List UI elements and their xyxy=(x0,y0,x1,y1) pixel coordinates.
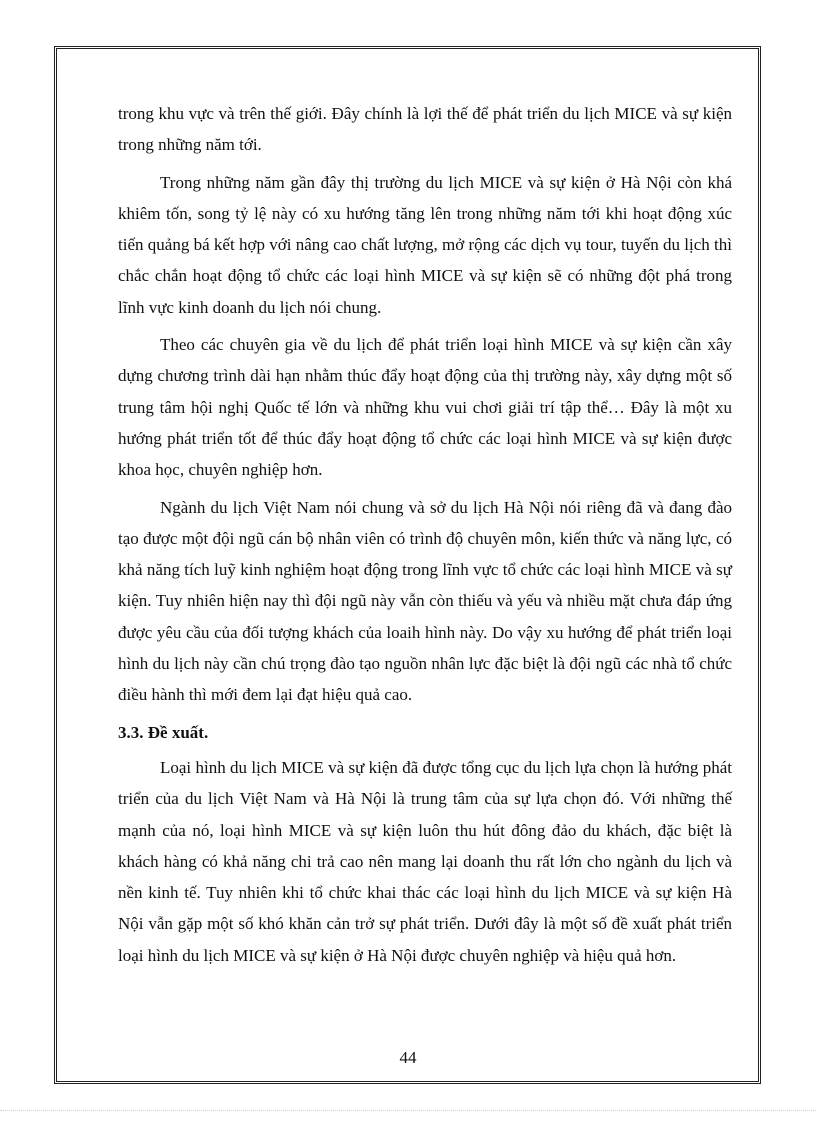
paragraph-experts: Theo các chuyên gia về du lịch để phát triển loại hình MICE và sự kiện cần xây dựng chương trình dài hạn nhằm thúc đẩy hoạt động của thị trường này, xây dựng một số trung tâm hội nghị Quốc tế lớn và những khu vui chơi giải trí tập thể… Đây là một xu hướng phát triển tốt để thúc đẩy hoạt động tổ chức các loại hình MICE và sự kiện được khoa học, chuyên nghiệp hơn. xyxy=(118,335,732,480)
bottom-dotted-rule xyxy=(0,1110,816,1111)
paragraph-mice-market: Trong những năm gần đây thị trường du lịch MICE và sự kiện ở Hà Nội còn khá khiêm tốn, song tỷ lệ này có xu hướng tăng lên trong những năm tới khi hoạt động xúc tiến quảng bá kết hợp với nâng cao chất lượng, mở rộng các dịch vụ tour, tuyến du lịch thì chắc chắn hoạt động tổ chức các loại hình MICE và sự kiện sẽ có những đột phá trong lĩnh vực kinh doanh du lịch nói chung. xyxy=(118,172,732,317)
paragraph-proposal: Loại hình du lịch MICE và sự kiện đã được tổng cục du lịch lựa chọn là hướng phát triển của du lịch Việt Nam và Hà Nội là trung tâm của sự lựa chọn đó. Với những thế mạnh của nó, loại hình MICE và sự kiện luôn thu hút đông đảo du khách, đặc biệt là khách hàng có khả năng chi trả cao nên mang lại doanh thu rất lớn cho ngành du lịch và nền kinh tế. Tuy nhiên khi tổ chức khai thác các loại hình du lịch MICE và sự kiện Hà Nội vẫn gặp một số khó khăn cản trở sự phát triển. Dưới đây là một số đề xuất phát triển loại hình du lịch MICE và sự kiện ở Hà Nội được chuyên nghiệp và hiệu quả hơn. xyxy=(118,757,732,965)
paragraph-continuation: trong khu vực và trên thế giới. Đây chính là lợi thế để phát triển du lịch MICE và sự kiện trong những năm tới. xyxy=(118,104,732,155)
section-heading: 3.3. Đề xuất. xyxy=(118,722,209,742)
document-body xyxy=(118,98,732,977)
paragraph-workforce: Ngành du lịch Việt Nam nói chung và sở du lịch Hà Nội nói riêng đã và đang đào tạo được một đội ngũ cán bộ nhân viên có trình độ chuyên môn, kiến thức và năng lực, có khả năng tích luỹ kinh nghiệm hoạt động trong lĩnh vực tổ chức các loại hình MICE và sự kiện. Tuy nhiên hiện nay thì đội ngũ này vẫn còn thiếu và yếu và nhiều mặt chưa đáp ứng được yêu cầu của đối tượng khách của loaih hình này. Do vậy xu hướng để phát triển loại hình du lịch này cần chú trọng đào tạo nguồn nhân lực đặc biệt là đội ngũ các nhà tổ chức điều hành thì mới đem lại đạt hiệu quả cao. xyxy=(118,497,732,705)
page-number: 44 xyxy=(399,1048,417,1067)
